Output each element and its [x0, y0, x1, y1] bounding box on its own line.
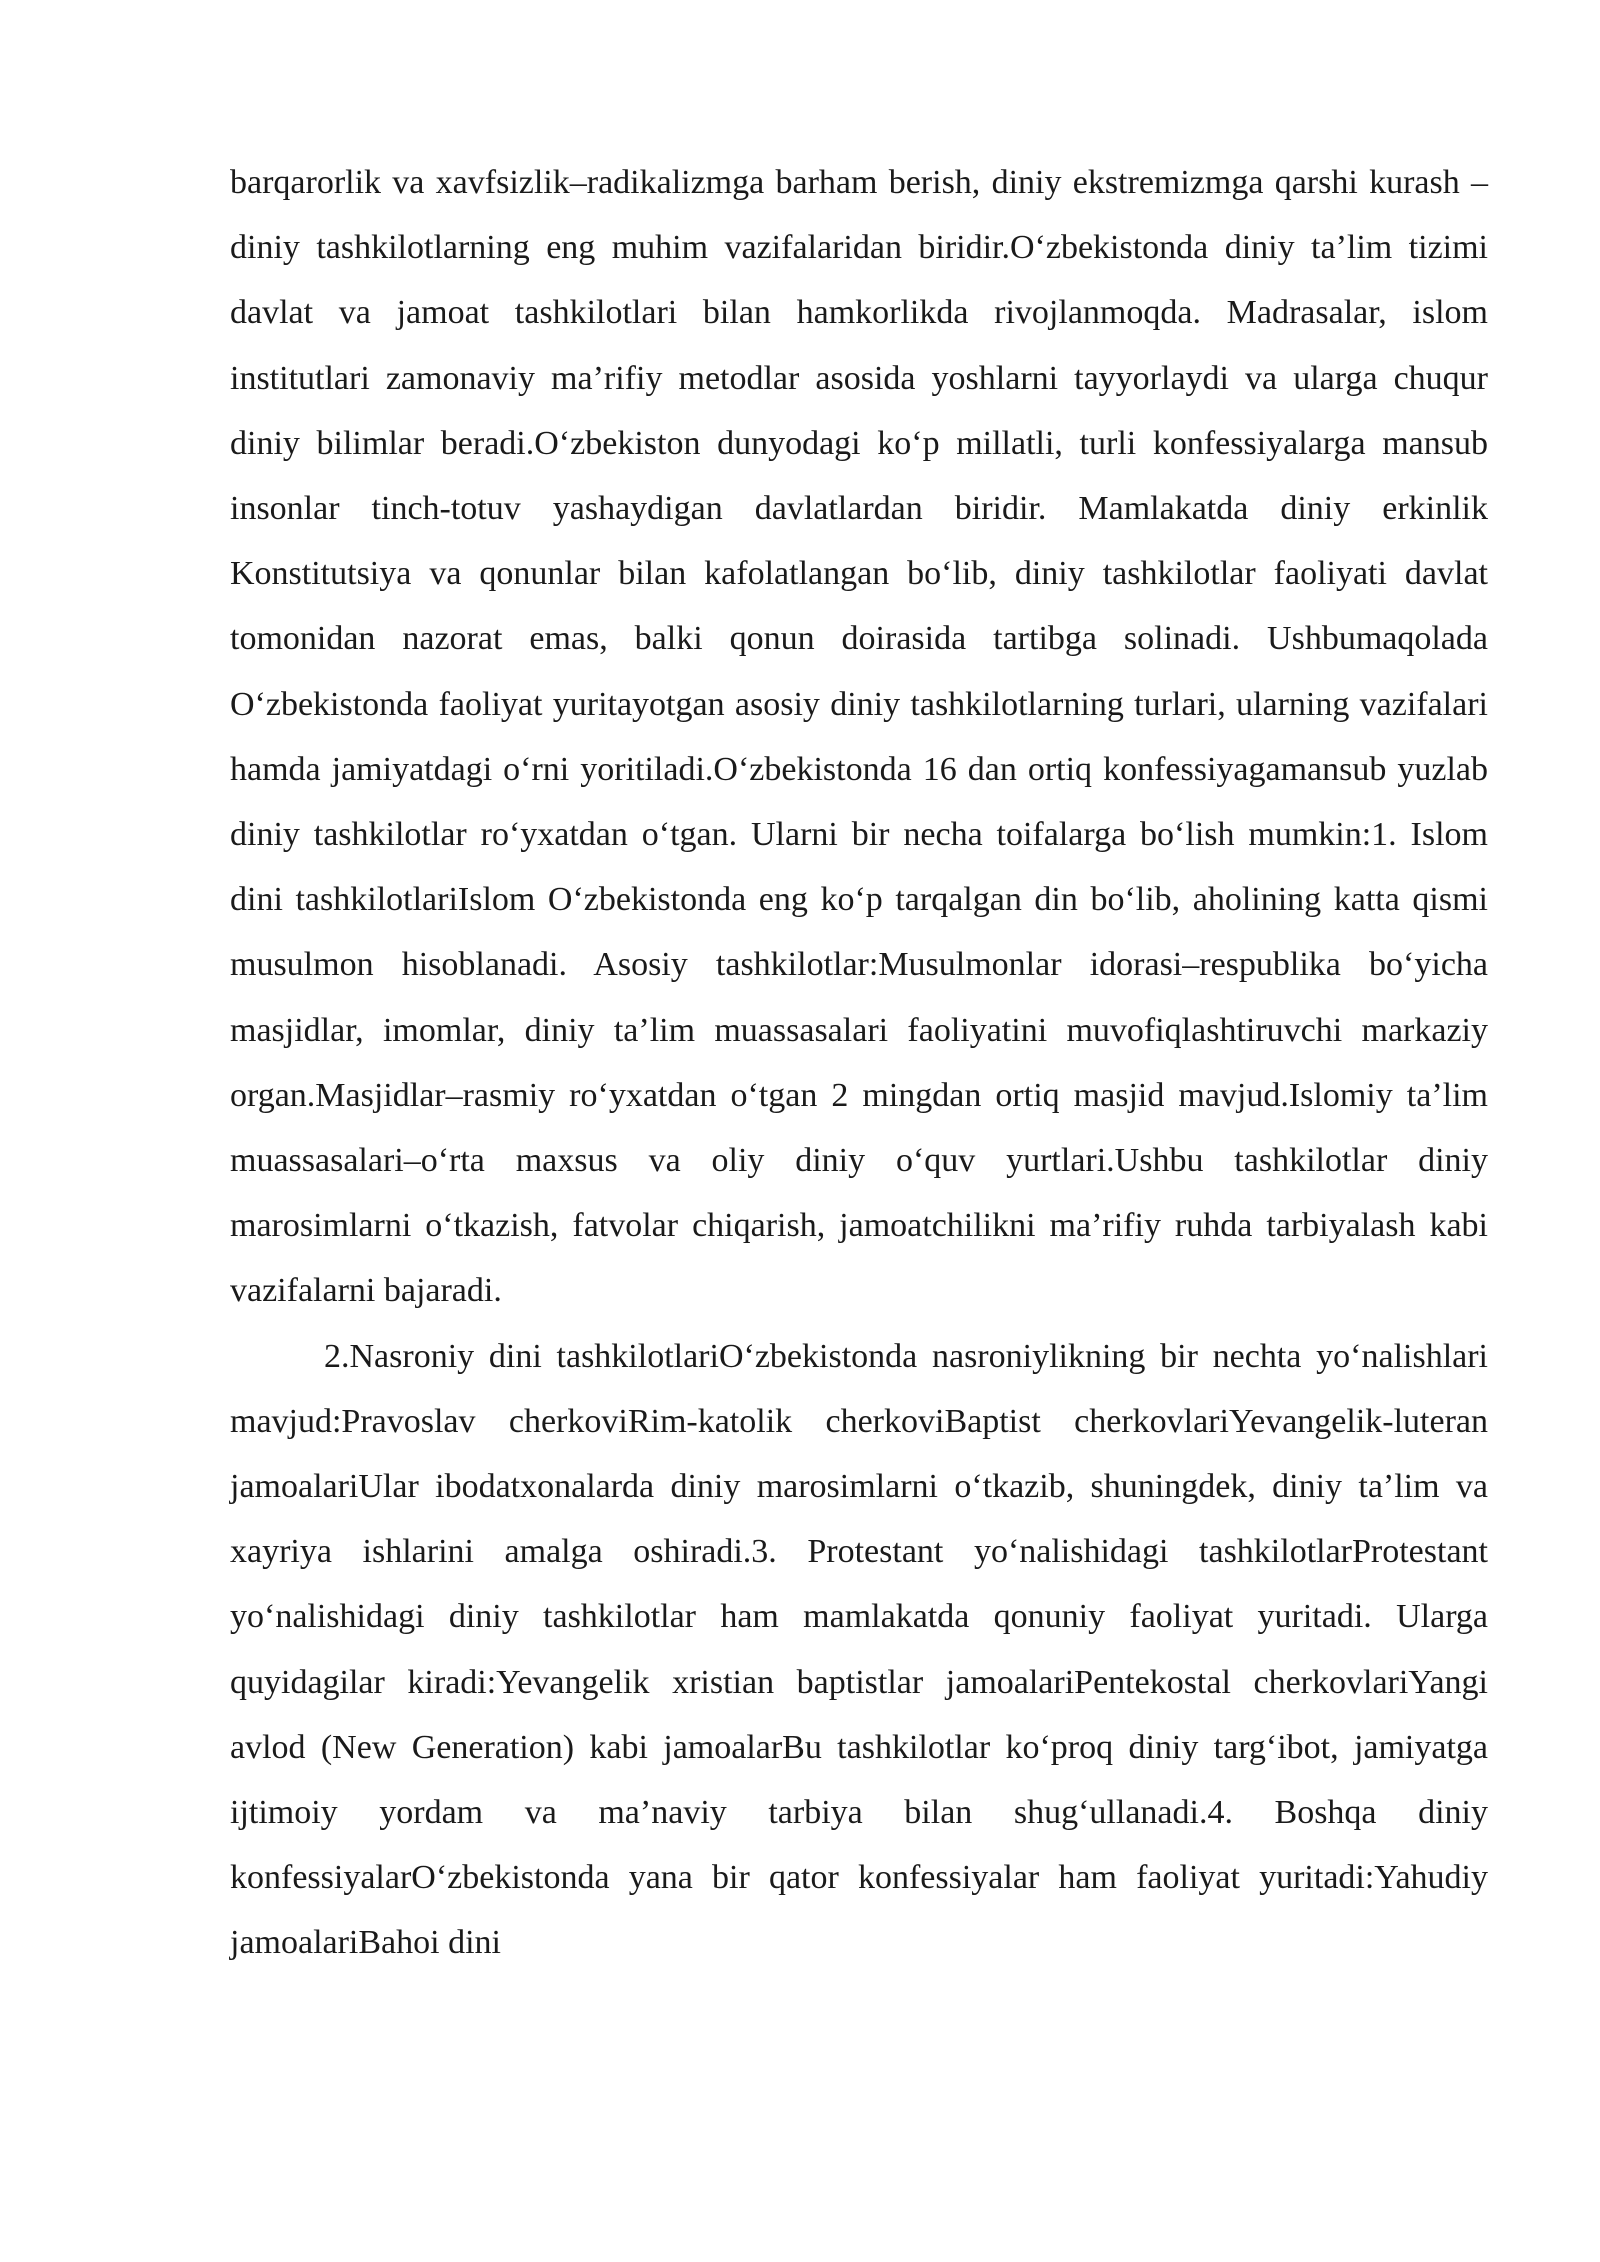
- document-body: [230, 150, 1488, 1976]
- paragraph-1: barqarorlik va xavfsizlik–radikalizmga barham berish, diniy ekstremizmga qarshi kurash –diniy tashkilotlarning eng muhim vazifalaridan biridir.O‘zbekistonda diniy ta’lim tizimi davlat va jamoat tashkilotlari bilan hamkorlikda rivojlanmoqda. Madrasalar, islom institutlari zamonaviy ma’rifiy metodlar asosida yoshlarni tayyorlaydi va ularga chuqur diniy bilimlar beradi.O‘zbekiston dunyodagi ko‘p millatli, turli konfessiyalarga mansub insonlar tinch-totuv yashaydigan davlatlardan biridir. Mamlakatda diniy erkinlik Konstitutsiya va qonunlar bilan kafolatlangan bo‘lib, diniy tashkilotlar faoliyati davlat tomonidan nazorat emas, balki qonun doirasida tartibga solinadi. Ushbumaqolada O‘zbekistonda faoliyat yuritayotgan asosiy diniy tashkilotlarning turlari, ularning vazifalari hamda jamiyatdagi o‘rni yoritiladi.O‘zbekistonda 16 dan ortiq konfessiyagamansub yuzlab diniy tashkilotlar ro‘yxatdan o‘tgan. Ularni bir necha toifalarga bo‘lish mumkin:1. Islom dini tashkilotlariIslom O‘zbekistonda eng ko‘p tarqalgan din bo‘lib, aholining katta qismi musulmon hisoblanadi. Asosiy tashkilotlar:Musulmonlar idorasi–respublika bo‘yicha masjidlar, imomlar, diniy ta’lim muassasalari faoliyatini muvofiqlashtiruvchi markaziy organ.Masjidlar–rasmiy ro‘yxatdan o‘tgan 2 mingdan ortiq masjid mavjud.Islomiy ta’lim muassasalari–o‘rta maxsus va oliy diniy o‘quv yurtlari.Ushbu tashkilotlar diniy marosimlarni o‘tkazish, fatvolar chiqarish, jamoatchilikni ma’rifiy ruhda tarbiyalash kabi vazifalarni bajaradi.: [230, 164, 1488, 1310]
- paragraph-2: 2.Nasroniy dini tashkilotlariO‘zbekistonda nasroniylikning bir nechta yo‘nalishlari mavjud:Pravoslav cherkoviRim-katolik cherkoviBaptist cherkovlariYevangelik-luteran jamoalariUlar ibodatxonalarda diniy marosimlarni o‘tkazib, shuningdek, diniy ta’lim va xayriya ishlarini amalga oshiradi.3. Protestant yo‘nalishidagi tashkilotlarProtestant yo‘nalishidagi diniy tashkilotlar ham mamlakatda qonuniy faoliyat yuritadi. Ularga quyidagilar kiradi:Yevangelik xristian baptistlar jamoalariPentekostal cherkovlariYangi avlod (New Generation) kabi jamoalarBu tashkilotlar ko‘proq diniy targ‘ibot, jamiyatga ijtimoiy yordam va ma’naviy tarbiya bilan shug‘ullanadi.4. Boshqa diniy konfessiyalarO‘zbekistonda yana bir qator konfessiyalar ham faoliyat yuritadi:Yahudiy jamoalariBahoi dini: [230, 1337, 1488, 1962]
